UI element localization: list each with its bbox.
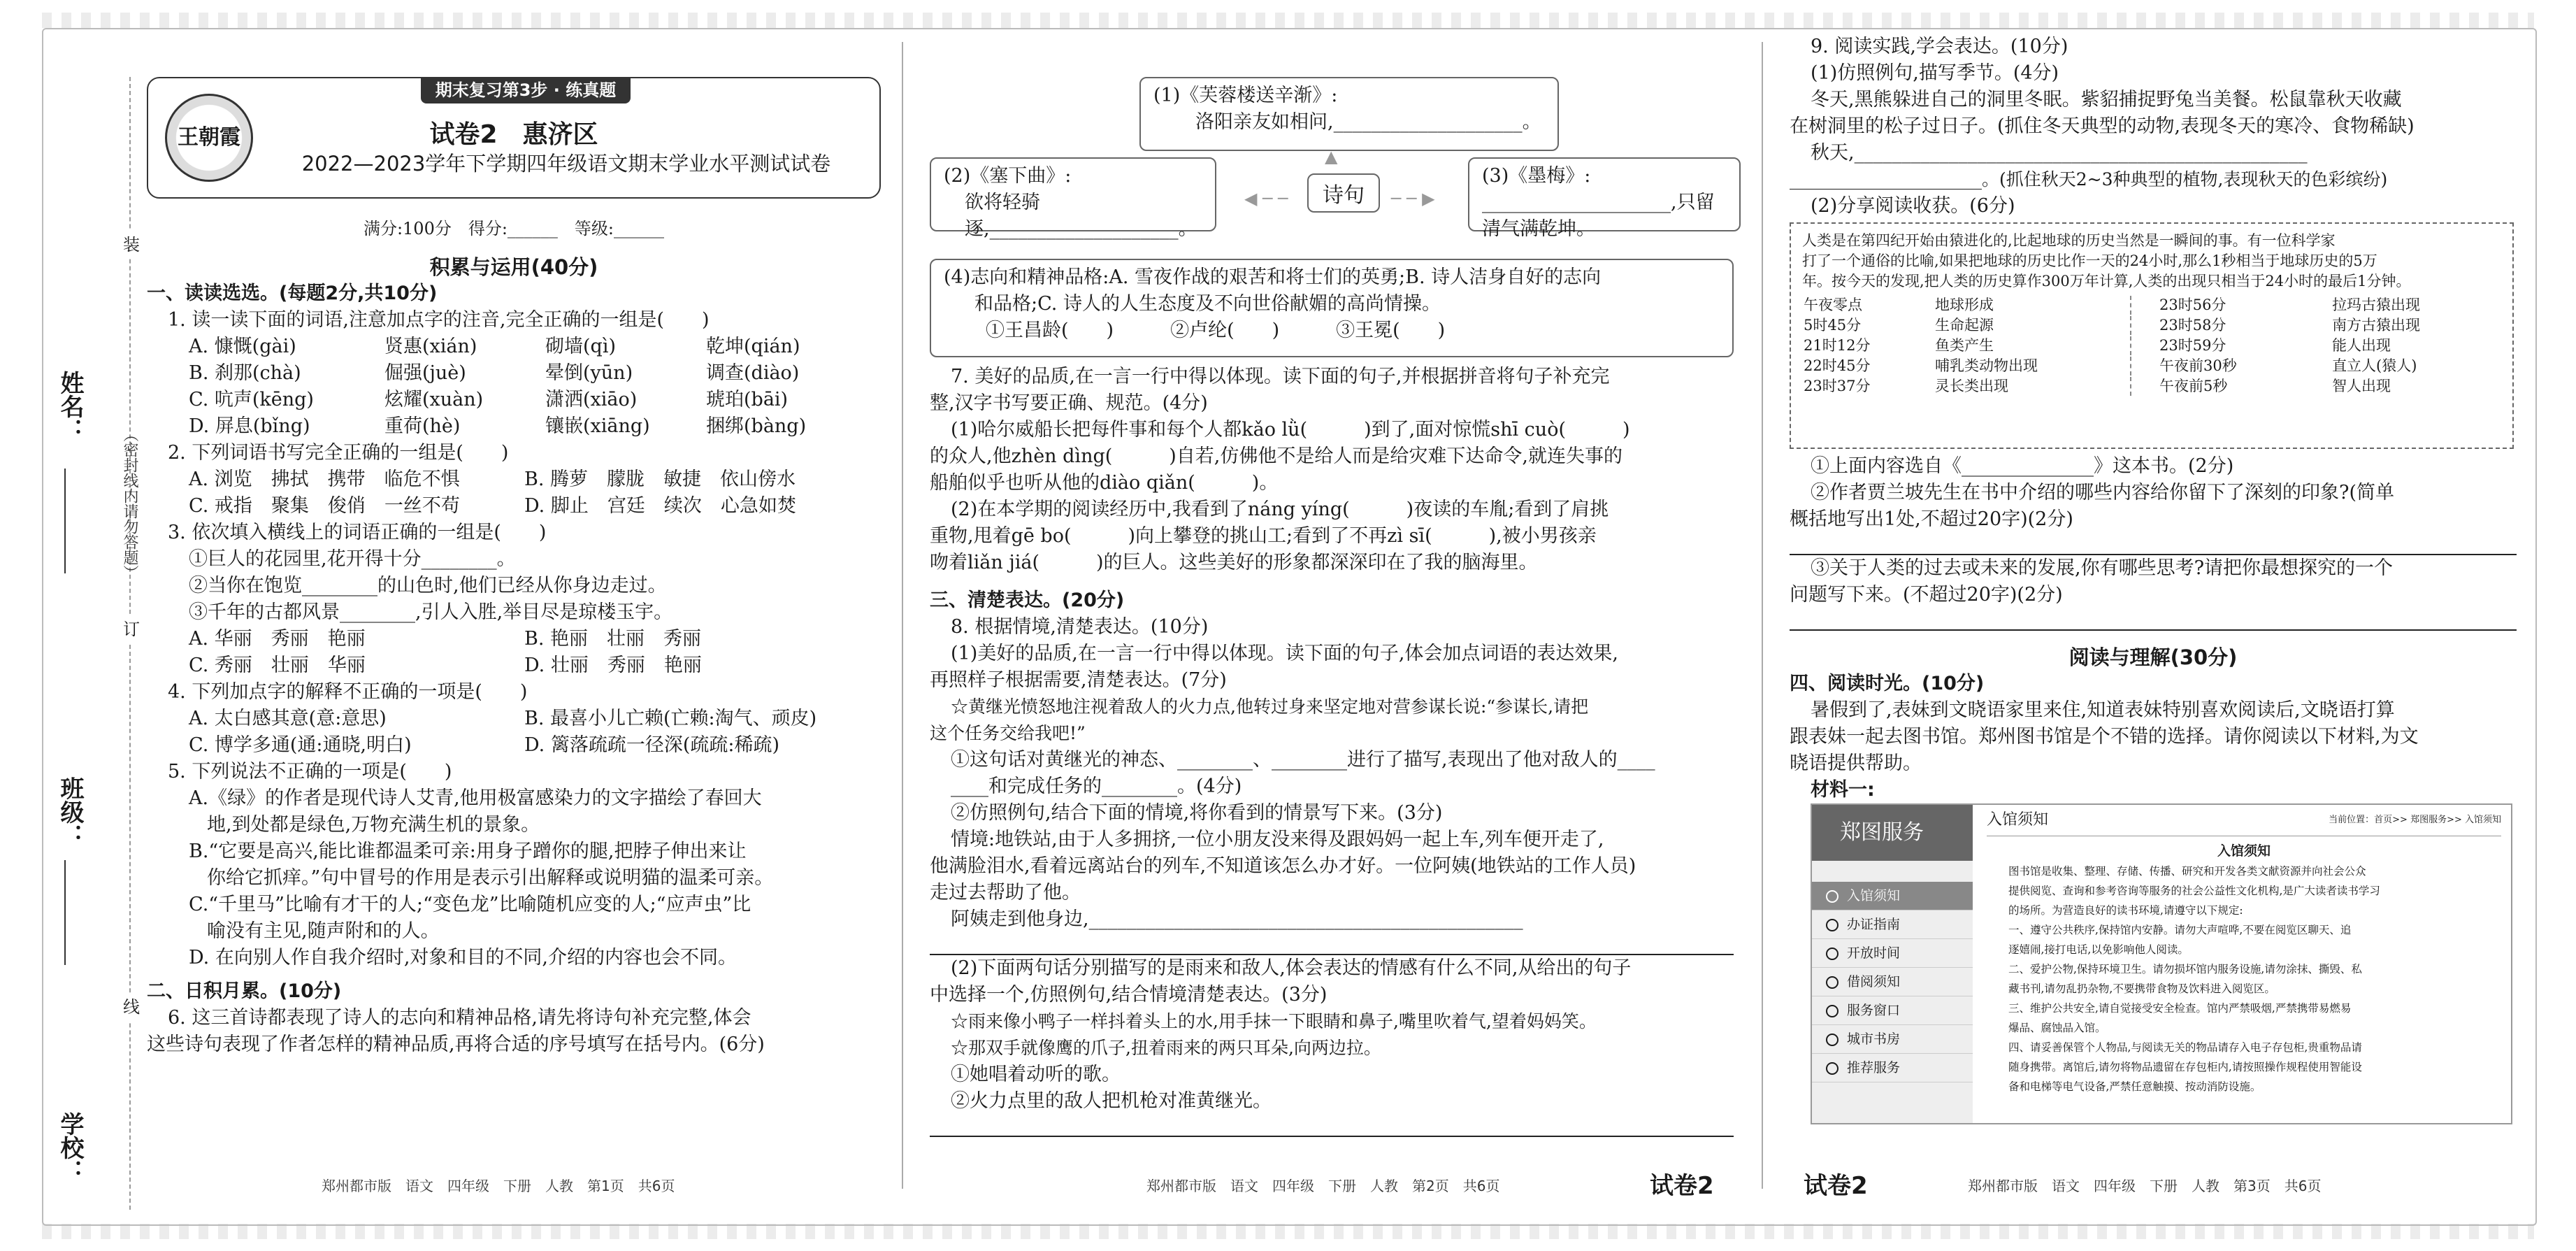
name-label: 姓名：	[56, 371, 84, 442]
seal-note: （密封线内请勿答题）	[121, 427, 138, 580]
q2-option-d[interactable]: D. 脚止 宫廷 续次 心急如焚	[524, 495, 796, 517]
library-rule-line: 提供阅览、查询和参考咨询等服务的社会公益性文化机构,是广大读者读书学习	[2008, 885, 2380, 897]
library-rule-line: 三、维护公共安全,请自觉接受安全检查。馆内严禁吸烟,严禁携带易燃易	[2008, 1002, 2352, 1015]
q2-option-a[interactable]: A. 浏览 拂拭 携带 临危不惧	[189, 469, 460, 490]
menu-bullet-icon	[1826, 919, 1839, 931]
q1-option-word: 炫耀(xuàn)	[384, 389, 484, 410]
q9-line4: 在树洞里的松子过日子。(抓住冬天典型的动物,表现冬天的寒冷、食物稀缺)	[1790, 115, 2415, 137]
q9-line3: 冬天,黑熊躲进自己的洞里冬眠。紫貂捕捉野兔当美餐。松鼠靠秋天收藏	[1811, 89, 2402, 110]
library-menu-label: 推荐服务	[1847, 1060, 1901, 1075]
class-line[interactable]	[64, 860, 66, 965]
q1-option-word: C. 吭声(kēng)	[189, 389, 314, 410]
library-menu-item[interactable]	[1812, 1054, 1973, 1082]
paper-subtitle: 2022—2023学年下学期四年级语文期末学业水平测试试卷	[301, 152, 831, 176]
q1-option-word: 调查(diào)	[706, 362, 800, 384]
q8-context-2: 他满脸泪水,看着远离站台的列车,不知道该怎么办才好。一位阿姨(地铁站的工作人员)	[930, 855, 1636, 877]
library-rule-line: 爆品、腐蚀品入馆。	[2008, 1022, 2106, 1034]
library-rule-line: 藏书刊,请勿乱扔杂物,不要携带食物及饮料进入阅览区。	[2008, 982, 2275, 995]
timeline-cell: 生命起源	[1935, 317, 1994, 334]
library-menu-item[interactable]	[1812, 939, 1973, 968]
q7-line8[interactable]: 吻着liǎn jiá( )的巨人。这些美好的形象都深深印在了我的脑海里。	[930, 552, 1538, 573]
timeline-row	[1804, 296, 2500, 315]
timeline-cell: 22时45分	[1804, 357, 1871, 374]
library-menu-item[interactable]	[1812, 996, 1973, 1025]
q4-option-d[interactable]: D. 篱落疏疏一径深(疏疏:稀疏)	[524, 734, 780, 756]
q4-option-b[interactable]: B. 最喜小儿亡赖(亡赖:淘气、顽皮)	[524, 708, 817, 729]
q2-option-b[interactable]: B. 腾萝 朦胧 敏捷 依山傍水	[524, 469, 796, 490]
section-heading-reading: 阅读与理解(30分)	[2068, 645, 2238, 669]
q6-stem-line2: 这些诗句表现了作者怎样的精神品质,再将合适的序号填写在括号内。(6分)	[147, 1034, 765, 1055]
arrow-left-icon: ◀ ─ ─	[1244, 189, 1288, 208]
timeline-cell: 智人出现	[2332, 378, 2391, 394]
q8-example-1: ☆黄继光愤怒地注视着敌人的火力点,他转过身来坚定地对营参谋长说:“参谋长,请把	[951, 696, 1589, 717]
poem-1-title: (1)《芙蓉楼送辛渐》:	[1153, 85, 1338, 106]
library-sidebar	[1812, 805, 1973, 1123]
score-line: 满分:100分 得分:______ 等级:______	[363, 219, 665, 238]
q9-sub2-answer-line[interactable]	[1790, 533, 2517, 555]
q4-stem: 4. 下列加点字的解释不正确的一项是( )	[168, 681, 528, 703]
p4-line2: 跟表妹一起去图书馆。郑州图书馆是个不错的选择。请你阅读以下材料,为文	[1790, 726, 2419, 748]
q6-stem-line1: 6. 这三首诗都表现了诗人的志向和精神品格,请先将诗句补充完整,体会	[168, 1007, 751, 1029]
poem-box-4	[930, 259, 1734, 357]
library-rule-line: 逐嬉闹,接打电话,以免影响他人阅读。	[2008, 943, 2189, 956]
q5-option-b-line2: 你给它抓痒。”句中冒号的作用是表示引出解释或说明猫的温柔可亲。	[207, 867, 774, 889]
q7-line3[interactable]: (1)哈尔威船长把每件事和每个人都kǎo lǜ( )到了,面对惊慌shī cuò( )	[951, 419, 1630, 441]
brand-logo: 王朝霞	[165, 94, 253, 182]
q4-option-c[interactable]: C. 博学多通(通:通晓,明白)	[189, 734, 412, 756]
q7-line1: 7. 美好的品质,在一言一行中得以体现。读下面的句子,并根据拼音将句子补充完	[951, 366, 1610, 387]
q1-option-word: 晕倒(yūn)	[545, 362, 633, 384]
p4-line1: 暑假到了,表妹到文晓语家里来住,知道表妹特别喜欢阅读后,文晓语打算	[1811, 699, 2395, 721]
q5-stem: 5. 下列说法不正确的一项是( )	[168, 761, 452, 782]
arrow-right-icon: ─ ─ ▶	[1391, 189, 1435, 208]
library-menu-label: 借阅须知	[1847, 974, 1901, 989]
q1-option-word: 捆绑(bàng)	[706, 415, 807, 437]
q9-line7: (2)分享阅读收获。(6分)	[1811, 195, 2015, 217]
timeline-cell: 午夜前5秒	[2130, 377, 2331, 396]
q3-stem: 3. 依次填入横线上的词语正确的一组是( )	[168, 522, 547, 543]
school-label: 学校：	[56, 1112, 84, 1183]
q1-option-word: 琥珀(bāi)	[706, 389, 789, 410]
q4-option-a[interactable]: A. 太白感其意(意:意思)	[189, 708, 387, 729]
page-2	[930, 77, 1734, 1168]
q8-answer-line-blank[interactable]	[930, 933, 1734, 955]
step-tag: 期末复习第3步 · 练真题	[421, 77, 631, 103]
library-heading: 入馆须知	[2217, 843, 2271, 859]
menu-bullet-icon	[1826, 976, 1839, 989]
q5-option-c-line1[interactable]: C.“千里马”比喻有才干的人;“变色龙”比喻随机应变的人;“应声虫”比	[189, 894, 751, 915]
q7-line2: 整,汉字书写要正确、规范。(4分)	[930, 392, 1208, 414]
library-menu-label: 城市书房	[1847, 1031, 1901, 1047]
poem-2-line[interactable]: 欲将轻骑逐,____________________。	[965, 192, 1197, 240]
q8-part2-line1: (2)下面两句话分别描写的是雨来和敌人,体会表达的情感有什么不同,从给出的句子	[951, 957, 1632, 979]
q5-option-b-line1[interactable]: B.“它要是高兴,能比谁都温柔可亲:用身子蹭你的腿,把脖子伸出来让	[189, 841, 747, 862]
q1-option-word: 潇洒(xiāo)	[545, 389, 638, 410]
q3-options-row2	[147, 652, 881, 679]
timeline-cell: 午夜前30秒	[2130, 357, 2331, 376]
timeline-row	[1804, 316, 2500, 335]
q2-options-row1	[147, 466, 881, 493]
poem-1-line[interactable]: 洛阳亲友如相问,____________________。	[1195, 111, 1541, 133]
library-rule-line: 随身携带。离馆后,请勿将物品遗留在存包柜内,请按照操作规程使用智能设	[2008, 1061, 2362, 1073]
timeline-cell: 21时12分	[1804, 337, 1871, 354]
menu-bullet-icon	[1826, 1034, 1839, 1046]
q1-option-word: 乾坤(qián)	[706, 336, 800, 357]
timeline-cell: 23时59分	[2130, 336, 2331, 355]
q7-line4[interactable]: 的众人,他zhèn dìng( )自若,仿佛他不是给人而是给灾难下达命令,就连失事的	[930, 445, 1622, 467]
timeline-cell: 能人出现	[2332, 337, 2391, 354]
material-label: 材料一:	[1811, 779, 1875, 801]
q9-sub1[interactable]: ①上面内容选自《______________》这本书。(2分)	[1811, 455, 2234, 477]
paper-title: 试卷2 惠济区	[429, 120, 598, 149]
q6-4-line1: (4)志向和精神品格:A. 雪夜作战的艰苦和将士们的英勇;B. 诗人洁身自好的志向	[944, 266, 1602, 288]
q9-line1: 9. 阅读实践,学会表达。(10分)	[1811, 36, 2068, 57]
q1-options	[147, 334, 881, 440]
q8-option-answer-blank[interactable]	[930, 1115, 1734, 1137]
q3-sentence-1: ①巨人的花园里,花开得十分________。	[189, 548, 516, 570]
library-rule-line: 图书馆是收集、整理、存储、传播、研究和开发各类文献资源并向社会公众	[2008, 865, 2366, 878]
library-menu-label: 入馆须知	[1847, 888, 1901, 903]
q8-answer-line[interactable]: 阿姨走到他身边,______________________________________________	[951, 908, 1523, 930]
library-menu-item[interactable]	[1812, 882, 1973, 910]
q2-options-row2	[147, 493, 881, 520]
q7-line7[interactable]: 重物,甩着gē bo( )向上攀登的挑山工;看到了不再zì sī( ),被小男孩亲	[930, 525, 1597, 547]
library-rule-line: 二、爱护公物,保持环境卫生。请勿损坏馆内服务设施,请勿涂抹、撕毁、私	[2008, 963, 2362, 975]
menu-bullet-icon	[1826, 1005, 1839, 1017]
q9-sub3-line2: 问题写下来。(不超过20字)(2分)	[1790, 584, 2063, 606]
class-label: 班级：	[56, 776, 84, 848]
library-rule-line: 四、请妥善保管个人物品,与阅读无关的物品请存入电子存包柜,贵重物品请	[2008, 1041, 2362, 1054]
page-1	[147, 77, 881, 1058]
timeline-cell: 直立人(猿人)	[2332, 357, 2417, 374]
timeline-cell: 鱼类产生	[1935, 337, 1994, 354]
q5-option-d[interactable]: D. 在向别人作自我介绍时,对象和目的不同,介绍的内容也会不同。	[189, 947, 737, 968]
q1-option-row[interactable]	[147, 334, 881, 360]
page-2-footer: 郑州都市版 语文 四年级 下册 人教 第2页 共6页	[1146, 1178, 1500, 1194]
reading-box-line2: 打了一个通俗的比喻,如果把地球的历史比作一天的24小时,那么1秒相当于地球历史的5万	[1802, 252, 2377, 269]
q8-context-3: 走过去帮助了他。	[930, 882, 1081, 903]
menu-bullet-icon	[1826, 1062, 1839, 1075]
library-rule-line: 的场所。为营造良好的读书环境,请遵守以下规定:	[2008, 904, 2243, 917]
q1-option-word: 砌墙(qì)	[545, 336, 616, 357]
part-four-heading: 四、阅读时光。(10分)	[1790, 673, 1985, 694]
q7-line6[interactable]: (2)在本学期的阅读经历中,我看到了náng yíng( )夜读的车胤;看到了肩挑	[951, 499, 1609, 520]
q3-sentence-3: ③千年的古都风景________,引人入胜,举目尽是琼楼玉宇。	[189, 601, 673, 623]
q1-option-word: 倔强(juè)	[384, 362, 466, 384]
q8-option-2[interactable]: ②火力点里的敌人把机枪对准黄继光。	[951, 1090, 1272, 1112]
poem-box-3	[1468, 157, 1741, 240]
reading-box-container	[1790, 222, 2517, 453]
seal-char-1: 装	[117, 231, 145, 259]
center-label-box	[1307, 173, 1380, 213]
q3-sentence-2: ②当你在饱览________的山色时,他们已经从你身边走过。	[189, 575, 667, 596]
q8-sub1-line2[interactable]: ____和完成任务的________。(4分)	[951, 775, 1242, 797]
q9-line2: (1)仿照例句,描写季节。(4分)	[1811, 62, 2059, 84]
library-brand: 郑图服务	[1812, 805, 1973, 861]
seal-char-3: 线	[117, 993, 145, 1021]
p4-line3: 晓语提供帮助。	[1790, 752, 1922, 774]
q3-option-a[interactable]: A. 华丽 秀丽 艳丽	[189, 628, 366, 650]
timeline-cell: 23时58分	[2130, 316, 2331, 335]
library-menu-item[interactable]	[1812, 1025, 1973, 1054]
timeline-cell: 地球形成	[1935, 296, 1994, 313]
library-menu-item[interactable]	[1812, 910, 1973, 939]
q9-sub3-answer-line[interactable]	[1790, 608, 2517, 631]
library-tab[interactable]: 入馆须知	[1987, 811, 2049, 829]
q1-option-word: A. 慷慨(gài)	[189, 336, 296, 357]
library-menu	[1812, 882, 1973, 1082]
q1-option-word: 镶嵌(xiāng)	[545, 415, 650, 437]
q8-star-2: ☆那双手就像鹰的爪子,扭着雨来的两只耳朵,向两边拉。	[951, 1038, 1381, 1058]
q8-line3: 再照样子根据需要,清楚表达。(7分)	[930, 669, 1227, 691]
q9-line6[interactable]: ______________________。(抓住秋天2~3种典型的植物,表现秋天的色彩缤纷)	[1790, 169, 2388, 190]
q9-line5[interactable]: 秋天,________________________________________________	[1811, 142, 2308, 164]
timeline-cell: 5时45分	[1804, 317, 1862, 334]
reading-box-line3: 年。按今天的发现,把人类的历史算作300万年计算,人类的出现只相当于24小时的最后1分钟。	[1802, 273, 2411, 289]
library-menu-label: 开放时间	[1847, 945, 1901, 961]
arrow-up-icon: ▲	[1325, 147, 1338, 166]
timeline-table	[1802, 294, 2501, 397]
paper-header	[147, 77, 881, 199]
q1-option-row[interactable]	[147, 387, 881, 413]
q5-option-a-line1[interactable]: A.《绿》的作者是现代诗人艾青,他用极富感染力的文字描绘了春回大	[189, 787, 762, 809]
reading-box-line1: 人类是在第四纪开始由猿进化的,比起地球的历史当然是一瞬间的事。有一位科学家	[1802, 232, 2336, 249]
q8-part2-line2: 中选择一个,仿照例句,结合情境清楚表达。(3分)	[930, 984, 1327, 1006]
timeline-cell: 拉玛古猿出现	[2332, 296, 2421, 313]
poem-3-line[interactable]: ____________________,只留清气满乾坤。	[1482, 192, 1715, 240]
q1-stem: 1. 读一读下面的词语,注意加点字的注音,完全正确的一组是( )	[168, 309, 710, 331]
timeline-cell: 灵长类出现	[1935, 378, 2009, 394]
q6-4-line2: 和品格;C. 诗人的人生态度及不向世俗献媚的高尚情操。	[974, 293, 1441, 315]
binding-strip	[49, 77, 140, 1210]
page-3	[1790, 34, 2517, 1124]
part-one-heading: 一、读读选选。(每题2分,共10分)	[147, 283, 438, 304]
poem-2-title: (2)《塞下曲》:	[944, 165, 1072, 187]
q8-example-2: 这个任务交给我吧!”	[930, 723, 1086, 743]
q1-option-word: B. 刹那(chà)	[189, 362, 301, 384]
poem-box-2	[930, 157, 1216, 240]
menu-bullet-icon	[1826, 890, 1839, 903]
menu-bullet-icon	[1826, 948, 1839, 960]
q7-line5[interactable]: 船舶似乎也听从他的diào qiǎn( )。	[930, 472, 1279, 494]
timeline-row	[1804, 377, 2500, 396]
timeline-row	[1804, 336, 2500, 355]
q8-star-1: ☆雨来像小鸭子一样抖着头上的水,用手抹一下眼睛和鼻子,嘴里吹着气,望着妈妈笑。	[951, 1011, 1597, 1031]
q9-sub3-line1: ③关于人类的过去或未来的发展,你有哪些思考?请把你最想探究的一个	[1811, 557, 2394, 579]
timeline-cell: 午夜零点	[1804, 296, 1862, 313]
timeline-cell: 哺乳类动物出现	[1935, 357, 2038, 374]
timeline-cell: 23时37分	[1804, 378, 1871, 394]
q1-option-word: 贤惠(xián)	[384, 336, 477, 357]
section-heading-accumulate: 积累与运用(40分)	[429, 255, 598, 279]
timeline-cell: 南方古猿出现	[2332, 317, 2421, 334]
library-breadcrumb: 当前位置：首页>> 郑图服务>> 入馆须知	[2329, 815, 2501, 825]
q3-option-d[interactable]: D. 壮丽 秀丽 艳丽	[524, 655, 702, 676]
page-divider-1	[902, 42, 903, 1189]
q3-option-b[interactable]: B. 艳丽 壮丽 秀丽	[524, 628, 702, 650]
poem-3-title: (3)《墨梅》:	[1482, 165, 1591, 187]
q8-line1: 8. 根据情境,清楚表达。(10分)	[951, 616, 1209, 638]
center-label: 诗句	[1323, 183, 1365, 208]
part-two-heading: 二、日积月累。(10分)	[147, 980, 342, 1002]
q1-option-word: D. 屏息(bǐng)	[189, 415, 310, 437]
poem-box-1	[1139, 77, 1559, 151]
library-menu-label: 办证指南	[1847, 917, 1901, 932]
name-line[interactable]	[64, 469, 66, 573]
library-content	[1987, 805, 2501, 1096]
q9-sub2-line1: ②作者贾兰坡先生在书中介绍的哪些内容给你留下了深刻的印象?(简单	[1811, 482, 2395, 503]
q1-option-row[interactable]	[147, 413, 881, 440]
q1-option-row[interactable]	[147, 360, 881, 387]
reading-box	[1790, 222, 2514, 449]
q8-sub2-stem: ②仿照例句,结合下面的情境,将你看到的情景写下来。(3分)	[951, 802, 1443, 824]
q2-stem: 2. 下列词语书写完全正确的一组是( )	[168, 442, 509, 464]
q3-option-c[interactable]: C. 秀丽 壮丽 华丽	[189, 655, 366, 676]
q8-context-1: 情境:地铁站,由于人多拥挤,一位小朋友没来得及跟妈妈一起上车,列车便开走了,	[951, 829, 1604, 850]
q2-option-c[interactable]: C. 戒指 聚集 俊俏 一丝不苟	[189, 495, 460, 517]
q1-option-word: 重荷(hè)	[384, 415, 461, 437]
library-menu-label: 服务窗口	[1847, 1003, 1901, 1018]
q5-option-c-line2: 喻没有主见,随声附和的人。	[207, 920, 440, 942]
library-rule-line: 一、遵守公共秩序,保持馆内安静。请勿大声喧哗,不要在阅览区聊天、追	[2008, 924, 2352, 936]
q8-option-1[interactable]: ①她唱着动听的歌。	[951, 1064, 1121, 1085]
timeline-cell: 23时56分	[2130, 296, 2331, 315]
seal-char-2: 订	[117, 615, 145, 643]
library-tab-bar	[1987, 805, 2501, 836]
q5-option-a-line2: 地,到处都是绿色,万物充满生机的景象。	[207, 814, 540, 836]
library-rules	[1987, 862, 2501, 1096]
q7-block	[930, 364, 1734, 1137]
library-screenshot	[1811, 803, 2512, 1124]
q3-options-row1	[147, 626, 881, 652]
page-3-footer: 郑州都市版 语文 四年级 下册 人教 第3页 共6页	[1968, 1178, 2322, 1194]
library-menu-item[interactable]	[1812, 968, 1973, 996]
top-border-decoration	[42, 13, 2534, 28]
q9-sub2-line2: 概括地写出1处,不超过20字)(2分)	[1790, 508, 2073, 530]
q4-options-row2	[147, 732, 881, 759]
timeline-row	[1804, 357, 2500, 376]
page-divider-2	[1762, 42, 1763, 1189]
page-3-tag: 试卷2	[1804, 1172, 1868, 1200]
q6-4-answers[interactable]: ①王昌龄( ) ②卢纶( ) ③王冕( )	[986, 320, 1446, 341]
page-1-footer: 郑州都市版 语文 四年级 下册 人教 第1页 共6页	[322, 1178, 675, 1194]
bottom-border-decoration	[42, 1224, 2534, 1239]
part-three-heading: 三、清楚表达。(20分)	[930, 589, 1125, 611]
page-2-tag: 试卷2	[1650, 1172, 1714, 1200]
q4-options-row1	[147, 706, 881, 732]
library-rule-line: 备和电梯等电气设备,严禁任意触摸、按动消防设施。	[2008, 1080, 2261, 1093]
q8-line2: (1)美好的品质,在一言一行中得以体现。读下面的句子,体会加点词语的表达效果,	[951, 643, 1618, 664]
q8-sub1-line1[interactable]: ①这句话对黄继光的神态、________、________进行了描写,表现出了他对敌人的____	[951, 749, 1655, 771]
